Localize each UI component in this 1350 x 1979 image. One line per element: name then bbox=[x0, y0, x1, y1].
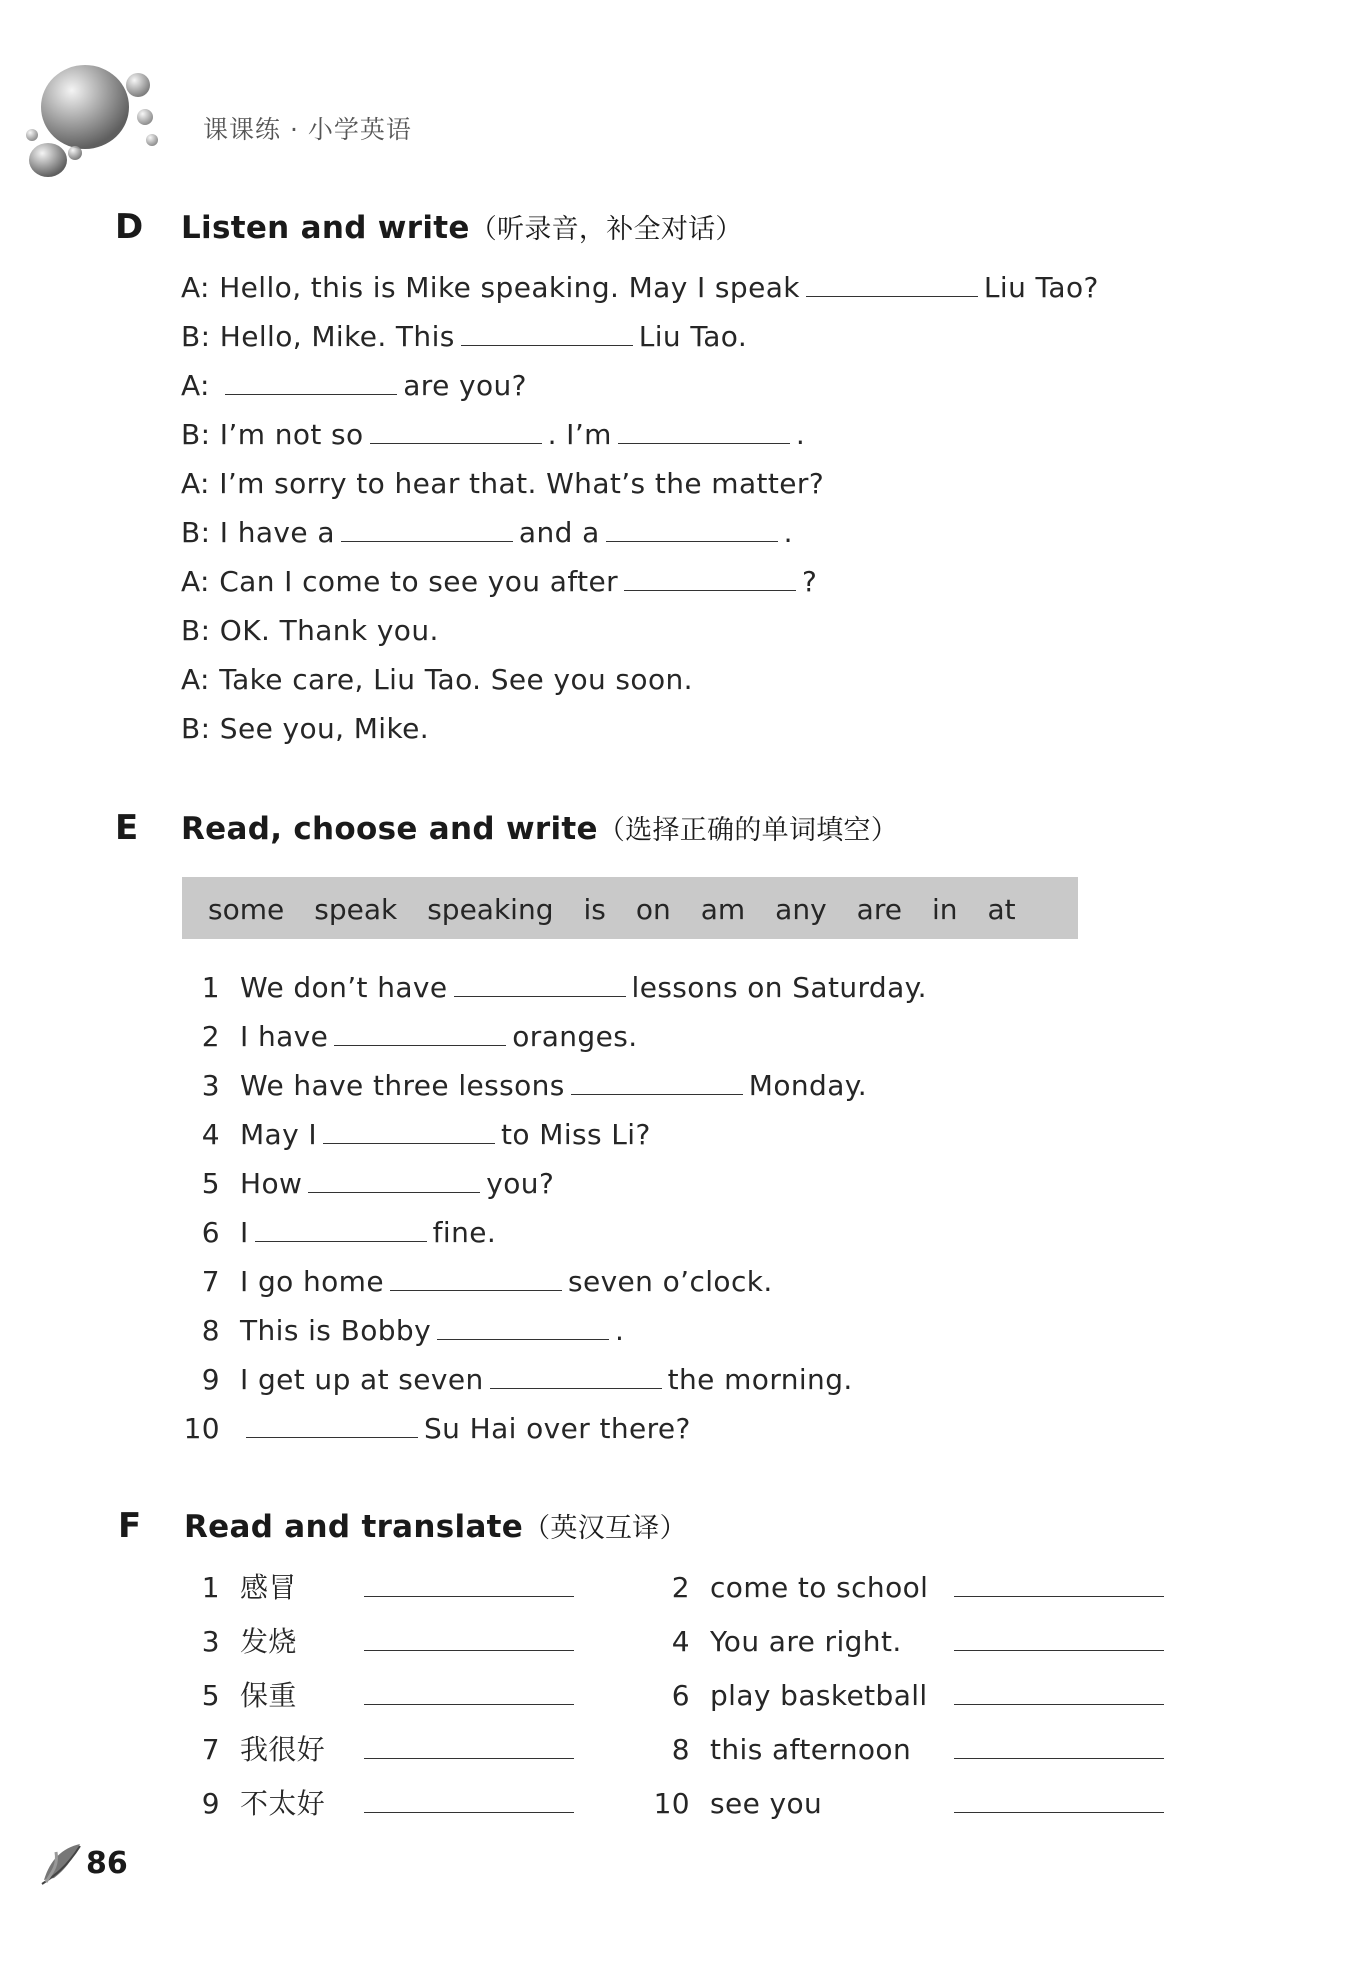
dialogue-line bbox=[181, 611, 1099, 651]
answer-blank[interactable] bbox=[806, 268, 978, 297]
answer-blank[interactable] bbox=[954, 1568, 1164, 1597]
answer-blank[interactable] bbox=[370, 415, 542, 444]
item-text: 感冒 bbox=[240, 1571, 297, 1604]
list-item bbox=[182, 1164, 927, 1204]
answer-blank[interactable] bbox=[323, 1115, 495, 1144]
answer-blank[interactable] bbox=[225, 366, 397, 395]
dialogue-line bbox=[181, 660, 1099, 700]
line-text: Liu Tao? bbox=[983, 271, 1099, 304]
section-d-letter: D bbox=[115, 207, 144, 247]
line-text: . I’m bbox=[547, 418, 612, 451]
list-item bbox=[652, 1676, 1192, 1716]
line-text: . bbox=[795, 418, 806, 451]
list-item bbox=[182, 1213, 927, 1253]
dialogue-line bbox=[181, 464, 1099, 504]
answer-blank[interactable] bbox=[954, 1622, 1164, 1651]
answer-blank[interactable] bbox=[954, 1784, 1164, 1813]
item-number: 7 bbox=[201, 1265, 220, 1298]
section-e-title bbox=[181, 808, 898, 847]
list-item bbox=[182, 1115, 927, 1155]
item-text: I bbox=[240, 1216, 249, 1249]
speaker: A: bbox=[181, 663, 210, 696]
answer-blank[interactable] bbox=[606, 513, 778, 542]
item-text: I go home bbox=[240, 1265, 384, 1298]
item-number: 1 bbox=[201, 1571, 220, 1604]
speaker: B: bbox=[181, 320, 211, 353]
item-text: I get up at seven bbox=[240, 1363, 484, 1396]
item-text: We have three lessons bbox=[240, 1069, 565, 1102]
line-text: ? bbox=[802, 565, 818, 598]
speaker: A: bbox=[181, 565, 210, 598]
section-e-letter: E bbox=[115, 808, 139, 848]
answer-blank[interactable] bbox=[334, 1017, 506, 1046]
item-number: 8 bbox=[201, 1314, 220, 1347]
list-item bbox=[182, 1784, 582, 1824]
word-bank-item: speak bbox=[314, 893, 398, 926]
item-text: seven o’clock. bbox=[567, 1265, 773, 1298]
list-item bbox=[182, 1311, 927, 1351]
list-item bbox=[182, 1568, 582, 1608]
list-item bbox=[652, 1622, 1192, 1662]
item-text: I have bbox=[240, 1020, 329, 1053]
section-e-title-cn: （选择正确的单词填空） bbox=[597, 815, 899, 846]
answer-blank[interactable] bbox=[454, 968, 626, 997]
line-text: OK. Thank you. bbox=[219, 614, 439, 647]
item-number: 2 bbox=[671, 1571, 690, 1604]
item-text: 发烧 bbox=[240, 1625, 297, 1658]
item-text: . bbox=[615, 1314, 625, 1347]
line-text: are you? bbox=[403, 369, 527, 402]
section-f-title bbox=[184, 1506, 687, 1545]
answer-blank[interactable] bbox=[364, 1622, 574, 1651]
line-text: . bbox=[783, 516, 793, 549]
item-text: oranges. bbox=[512, 1020, 638, 1053]
word-bank-item: am bbox=[700, 893, 746, 926]
item-number: 3 bbox=[201, 1625, 220, 1658]
item-text: How bbox=[240, 1167, 303, 1200]
list-item bbox=[182, 1676, 582, 1716]
answer-blank[interactable] bbox=[308, 1164, 480, 1193]
word-bank-item: in bbox=[931, 893, 958, 926]
item-number: 5 bbox=[201, 1167, 220, 1200]
answer-blank[interactable] bbox=[364, 1676, 574, 1705]
book-title: 课课练 · 小学英语 bbox=[203, 115, 412, 144]
list-item bbox=[652, 1730, 1192, 1770]
item-number: 2 bbox=[201, 1020, 220, 1053]
line-text: I’m not so bbox=[219, 418, 364, 451]
answer-blank[interactable] bbox=[364, 1568, 574, 1597]
speaker: A: bbox=[181, 369, 210, 402]
item-text: see you bbox=[710, 1787, 823, 1820]
list-item bbox=[182, 1622, 582, 1662]
item-text: this afternoon bbox=[710, 1733, 912, 1766]
item-number: 6 bbox=[201, 1216, 220, 1249]
line-text: I have a bbox=[219, 516, 335, 549]
list-item bbox=[182, 1409, 927, 1449]
answer-blank[interactable] bbox=[954, 1730, 1164, 1759]
page-number: 86 bbox=[86, 1846, 128, 1881]
speaker: A: bbox=[181, 467, 210, 500]
item-number: 10 bbox=[653, 1787, 690, 1820]
item-text: fine. bbox=[432, 1216, 497, 1249]
answer-blank[interactable] bbox=[341, 513, 513, 542]
section-f-title-cn: （英汉互译） bbox=[523, 1513, 687, 1544]
section-d-title bbox=[181, 207, 743, 246]
answer-blank[interactable] bbox=[618, 415, 790, 444]
line-text: I’m sorry to hear that. What’s the matter? bbox=[219, 467, 825, 500]
item-text: come to school bbox=[710, 1571, 929, 1604]
item-number: 4 bbox=[671, 1625, 690, 1658]
item-text: 不太好 bbox=[240, 1787, 326, 1820]
speaker: B: bbox=[181, 418, 211, 451]
word-bank-item: speaking bbox=[427, 893, 554, 926]
item-text: We don’t have bbox=[240, 971, 448, 1004]
item-text: lessons on Saturday. bbox=[631, 971, 927, 1004]
item-text: to Miss Li? bbox=[501, 1118, 651, 1151]
item-number: 3 bbox=[201, 1069, 220, 1102]
item-number: 1 bbox=[201, 971, 220, 1004]
item-number: 9 bbox=[201, 1363, 220, 1396]
item-number: 5 bbox=[201, 1679, 220, 1712]
line-text: Liu Tao. bbox=[638, 320, 748, 353]
speaker: B: bbox=[181, 712, 211, 745]
answer-blank[interactable] bbox=[364, 1784, 574, 1813]
list-item bbox=[182, 1360, 927, 1400]
word-bank-item: are bbox=[856, 893, 902, 926]
word-bank-item: on bbox=[635, 893, 671, 926]
section-f-title-en: Read and translate bbox=[184, 1509, 524, 1545]
word-bank-item: at bbox=[987, 893, 1016, 926]
section-e-title-en: Read, choose and write bbox=[181, 811, 598, 847]
list-item bbox=[182, 1017, 927, 1057]
answer-blank[interactable] bbox=[246, 1409, 418, 1438]
line-text: Hello, this is Mike speaking. May I speak bbox=[219, 271, 800, 304]
section-f-letter: F bbox=[118, 1506, 142, 1546]
item-text: This is Bobby bbox=[240, 1314, 432, 1347]
answer-blank[interactable] bbox=[954, 1676, 1164, 1705]
item-number: 8 bbox=[671, 1733, 690, 1766]
dialogue-line bbox=[181, 268, 1099, 308]
item-text: Monday. bbox=[748, 1069, 868, 1102]
list-item bbox=[182, 1066, 927, 1106]
dialogue-line bbox=[181, 709, 1099, 749]
speaker: B: bbox=[181, 516, 211, 549]
item-number: 7 bbox=[201, 1733, 220, 1766]
section-d-title-en: Listen and write bbox=[181, 210, 470, 246]
item-text: 我很好 bbox=[240, 1733, 326, 1766]
item-text: you? bbox=[486, 1167, 555, 1200]
item-number: 9 bbox=[201, 1787, 220, 1820]
line-text: Can I come to see you after bbox=[219, 565, 618, 598]
section-d-title-cn: （听录音，补全对话） bbox=[469, 214, 743, 245]
answer-blank[interactable] bbox=[571, 1066, 743, 1095]
dialogue-line bbox=[181, 562, 1099, 602]
item-text: May I bbox=[240, 1118, 318, 1151]
list-item bbox=[652, 1784, 1192, 1824]
word-bank-item: any bbox=[775, 893, 827, 926]
answer-blank[interactable] bbox=[461, 317, 633, 346]
list-item bbox=[182, 1730, 582, 1770]
answer-blank[interactable] bbox=[255, 1213, 427, 1242]
leaf-icon bbox=[40, 1840, 86, 1886]
item-number: 6 bbox=[671, 1679, 690, 1712]
speaker: B: bbox=[181, 614, 211, 647]
line-text: See you, Mike. bbox=[219, 712, 430, 745]
fill-in-list bbox=[182, 968, 927, 1449]
item-text: play basketball bbox=[710, 1679, 928, 1712]
list-item bbox=[652, 1568, 1192, 1608]
answer-blank[interactable] bbox=[624, 562, 796, 591]
answer-blank[interactable] bbox=[490, 1360, 662, 1389]
bubbles-logo bbox=[20, 55, 170, 190]
item-number: 4 bbox=[201, 1118, 220, 1151]
dialogue-line bbox=[181, 366, 1099, 406]
dialogue-line bbox=[181, 513, 1099, 553]
line-text: Hello, Mike. This bbox=[219, 320, 455, 353]
line-text: Take care, Liu Tao. See you soon. bbox=[219, 663, 693, 696]
item-text: You are right. bbox=[710, 1625, 902, 1658]
list-item bbox=[182, 968, 927, 1008]
dialogue-line bbox=[181, 317, 1099, 357]
word-bank-item: some bbox=[208, 893, 285, 926]
answer-blank[interactable] bbox=[390, 1262, 562, 1291]
item-text: the morning. bbox=[667, 1363, 853, 1396]
answer-blank[interactable] bbox=[437, 1311, 609, 1340]
line-text: and a bbox=[518, 516, 600, 549]
item-text: 保重 bbox=[240, 1679, 297, 1712]
translate-left-column bbox=[182, 1568, 582, 1824]
answer-blank[interactable] bbox=[364, 1730, 574, 1759]
word-bank bbox=[182, 877, 1078, 939]
list-item bbox=[182, 1262, 927, 1302]
item-text: Su Hai over there? bbox=[424, 1412, 691, 1445]
word-bank-item: is bbox=[583, 893, 606, 926]
translate-right-column bbox=[652, 1568, 1192, 1824]
dialogue bbox=[181, 268, 1099, 749]
dialogue-line bbox=[181, 415, 1099, 455]
speaker: A: bbox=[181, 271, 210, 304]
item-number: 10 bbox=[183, 1412, 220, 1445]
